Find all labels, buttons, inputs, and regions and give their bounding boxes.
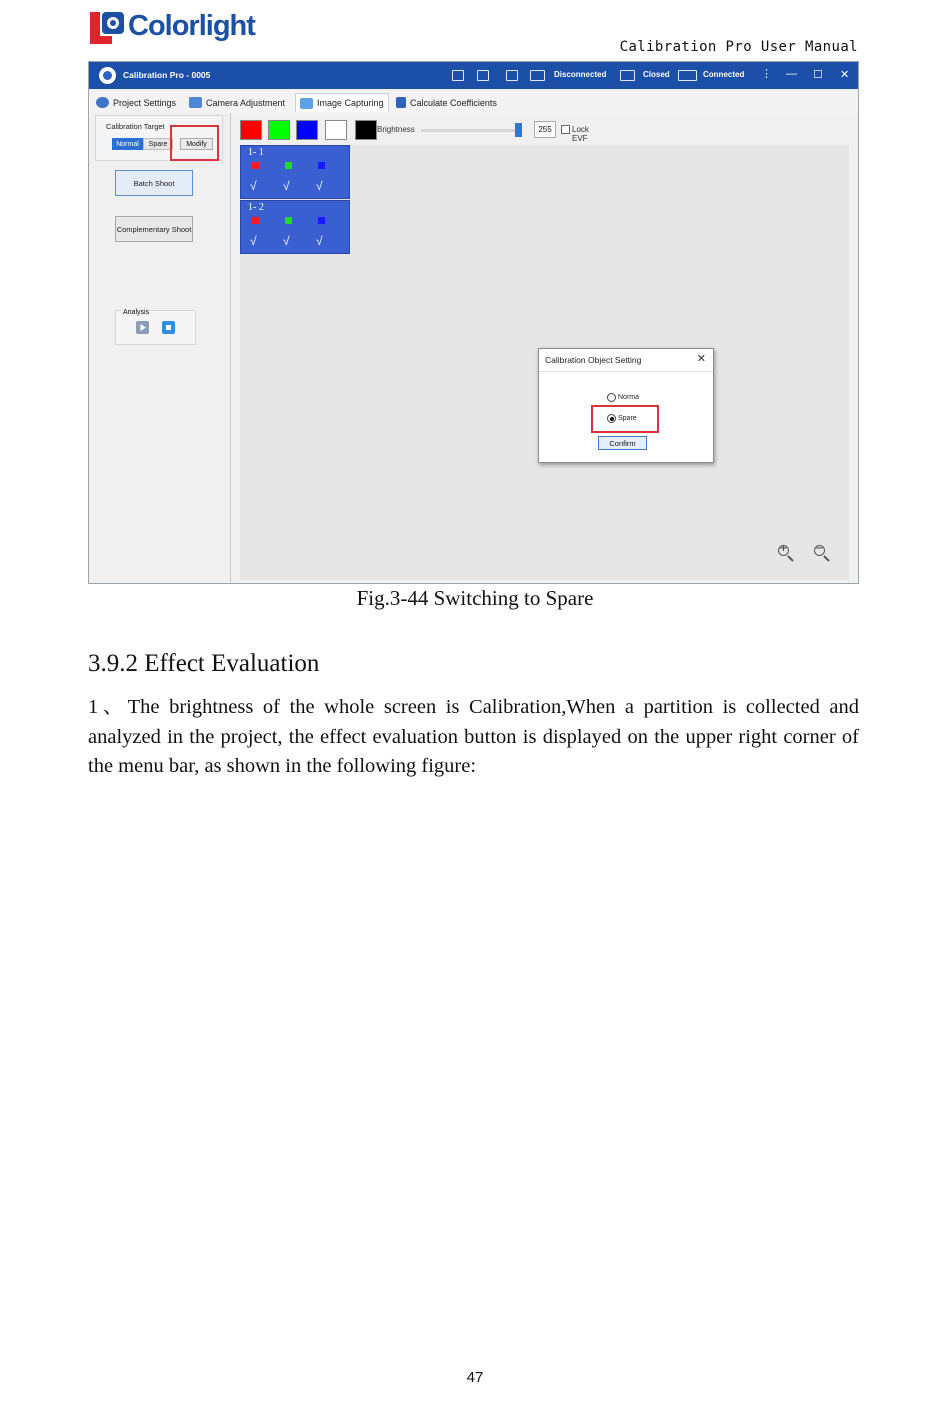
check-icon: √ xyxy=(250,234,257,248)
partition-tile[interactable] xyxy=(240,200,350,254)
tab-camera-adjustment[interactable] xyxy=(189,93,285,112)
tab-bar xyxy=(89,91,858,113)
normal-radio[interactable] xyxy=(607,393,616,402)
zoom-out-sign: − xyxy=(815,543,824,554)
check-icon: √ xyxy=(283,179,290,193)
manual-title: Calibration Pro User Manual xyxy=(619,39,858,55)
close-button[interactable]: ✕ xyxy=(840,69,850,81)
tab-image-capturing[interactable] xyxy=(295,93,389,112)
logo-text: Colorlight xyxy=(128,10,255,42)
complementary-shoot-button[interactable]: Complementary Shoot xyxy=(115,216,193,242)
maximize-button[interactable]: ☐ xyxy=(813,69,823,81)
green-dot xyxy=(285,217,292,224)
camera-icon xyxy=(189,97,202,108)
tab-label: Camera Adjustment xyxy=(206,97,286,108)
blue-swatch[interactable] xyxy=(296,120,318,140)
red-dot xyxy=(252,162,259,169)
save-icon[interactable] xyxy=(506,70,518,81)
section-heading: 3.9.2 Effect Evaluation xyxy=(88,650,320,677)
partition-label: 1- 1 xyxy=(248,147,264,158)
camera-icon[interactable] xyxy=(530,70,545,81)
tab-label: Calculate Coefficients xyxy=(410,97,497,108)
colorlight-logo xyxy=(88,8,263,50)
zoom-in-icon[interactable] xyxy=(778,545,794,561)
brightness-label: Brightness xyxy=(377,125,415,134)
image-icon xyxy=(300,98,313,109)
network-icon[interactable] xyxy=(678,70,697,81)
tab-calculate-coefficients[interactable] xyxy=(396,93,497,112)
analysis-group xyxy=(115,310,196,345)
lock-evf-checkbox[interactable] xyxy=(561,125,570,134)
stop-icon[interactable] xyxy=(162,321,175,334)
modify-button[interactable]: Modify xyxy=(180,138,213,150)
app-logo-icon xyxy=(99,67,116,84)
green-dot xyxy=(285,162,292,169)
blue-dot xyxy=(318,162,325,169)
blue-dot xyxy=(318,217,325,224)
calibration-target-group xyxy=(95,115,223,161)
highlight-box xyxy=(591,405,659,433)
display-status: Closed xyxy=(643,70,670,79)
tab-label: Image Capturing xyxy=(317,98,384,108)
white-swatch[interactable] xyxy=(325,120,347,140)
normal-toggle[interactable]: Normal xyxy=(112,138,143,150)
check-icon: √ xyxy=(316,234,323,248)
check-icon: √ xyxy=(250,179,257,193)
calibration-object-dialog xyxy=(538,348,714,463)
red-dot xyxy=(252,217,259,224)
check-icon: √ xyxy=(283,234,290,248)
page-number: 47 xyxy=(466,1369,484,1386)
dialog-close-button[interactable]: ✕ xyxy=(696,353,706,365)
display-icon[interactable] xyxy=(620,70,635,81)
analysis-label: Analysis xyxy=(123,309,150,316)
lock-evf-label: Lock EVF xyxy=(572,125,589,143)
black-swatch[interactable] xyxy=(355,120,377,140)
batch-shoot-button[interactable]: Batch Shoot xyxy=(115,170,193,196)
partition-label: 1- 2 xyxy=(248,202,264,213)
gear-icon xyxy=(96,97,109,108)
spare-toggle[interactable]: Spare xyxy=(143,138,173,150)
brightness-slider-thumb[interactable] xyxy=(515,123,522,137)
brightness-value[interactable]: 255 xyxy=(534,121,556,138)
colorlight-mark-icon xyxy=(88,8,128,48)
play-icon[interactable] xyxy=(136,321,149,334)
red-swatch[interactable] xyxy=(240,120,262,140)
zoom-in-sign: + xyxy=(779,543,788,554)
open-folder-icon[interactable] xyxy=(477,70,489,81)
dialog-divider xyxy=(539,371,713,372)
spare-radio-label: Spare xyxy=(618,415,637,422)
calculator-icon xyxy=(396,97,406,108)
left-panel xyxy=(91,113,231,582)
app-titlebar xyxy=(89,62,858,89)
zoom-out-icon[interactable] xyxy=(814,545,830,561)
network-status: Connected xyxy=(703,70,745,79)
partition-tile[interactable] xyxy=(240,145,350,199)
new-file-icon[interactable] xyxy=(452,70,464,81)
check-icon: √ xyxy=(316,179,323,193)
calibration-target-label: Calibration Target xyxy=(106,122,165,131)
highlight-box xyxy=(170,125,219,161)
menu-icon[interactable]: ⋮ xyxy=(761,68,772,80)
minimize-button[interactable]: — xyxy=(786,68,797,80)
brightness-slider[interactable] xyxy=(421,129,521,132)
normal-radio-label: Norma xyxy=(618,394,640,401)
confirm-button[interactable]: Confirm xyxy=(598,436,647,450)
green-swatch[interactable] xyxy=(268,120,290,140)
app-title: Calibration Pro - 0005 xyxy=(123,70,211,80)
body-paragraph: 1、The brightness of the whole screen is Calibration,When a partition is collected and analyzed in the project, the effect evaluation button is displayed on the upper right corner of the menu bar, as shown in the following figure: xyxy=(88,696,859,777)
camera-status: Disconnected xyxy=(554,70,607,79)
capture-canvas xyxy=(240,145,849,580)
app-screenshot xyxy=(88,61,859,584)
figure-caption: Fig.3-44 Switching to Spare xyxy=(356,586,594,610)
tab-project-settings[interactable] xyxy=(96,93,176,112)
tab-label: Project Settings xyxy=(113,97,177,108)
dialog-title: Calibration Object Setting xyxy=(545,355,642,365)
